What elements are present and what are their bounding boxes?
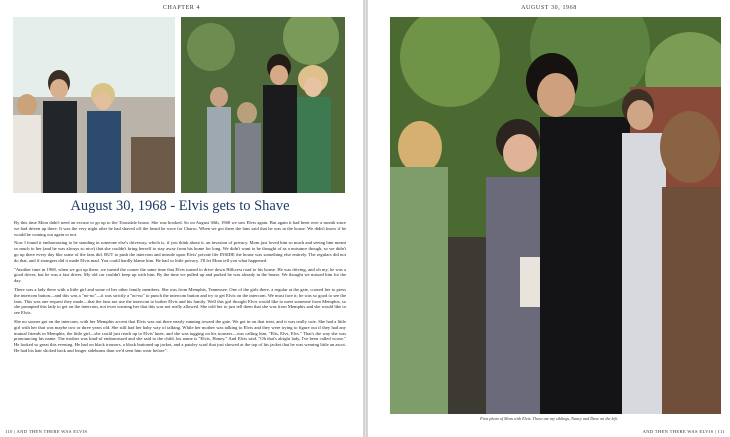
left-page-footer: 110 | AND THEN THERE WAS ELVIS bbox=[5, 429, 88, 434]
right-page-footer: AND THEN THERE WAS ELVIS | 111 bbox=[642, 429, 725, 434]
left-page bbox=[0, 0, 364, 437]
photo-mom-with-elvis-illustration bbox=[390, 17, 721, 414]
right-page bbox=[367, 0, 730, 437]
photo-fans-with-elvis-illustration bbox=[181, 17, 345, 193]
photo-mom-with-elvis bbox=[390, 17, 721, 414]
paragraph: She no sooner got on the intercom, with her Memphis accent that Elvis was out there nearly running toward the gate. We got in on that treat, and it was really cute. She had a little girl with her that was maybe two or three years old. She still had her baby way of talking. While her mother was talking to Elvis and they were trying to figure out if they had any mutual friends in Memphis, the little girl—she could just reach up to Elvis' knee, and she was tugging on his trousers—was calling him, "Elis, Elvs, Elvs." That's the way she was pronouncing his name. The mother was kind-of embarrassed and she said to the child, his name is "Elvis, Honey." And Elvis said, "Oh that's alright lady, I've been called worse." He looked so great this evening. He had on black trousers, a black buttoned up jacket, and a paisley scarf that just showed at the top of his jacket that he was wearing little an ascot. He had his hair slicked back and longer sideburns than we'd seen him wear before". bbox=[14, 318, 346, 353]
photo-family-with-elvis-illustration bbox=[13, 17, 175, 193]
article-body bbox=[14, 220, 346, 357]
paragraph: By this time Mom didn't need an excuse to go up to the Trousdale house. She was hooked. So on August 30th, 1968 we saw Elvis again. But again it had been over a month since we had driven up there. It was the very night after he had shaved off the beard he wore for Charro. When we got there the fans said that he was in the house. We didn't know if he would be coming out again or not. bbox=[14, 220, 346, 237]
left-page-header: CHAPTER 4 bbox=[162, 5, 201, 11]
photo-family-with-elvis bbox=[13, 17, 175, 193]
chapter-section-title: August 30, 1968 - Elvis gets to Shave bbox=[70, 198, 290, 214]
paragraph: There was a lady there with a little girl and some of her other family members. She was from Memphis, Tennessee. One of the girls there, a regular at the gate, coaxed her to press the intercom button—and this was a "no-no"—it was strictly a "no-no" to punch the intercom button and try to get Elvis on the intercom. We must face it; he was so good to see the fans. This was one request they made—that the fans not use the intercom to bother Elvis and his family. Well this girl thought Elvis would like to meet someone from Memphis, so she prompted this lady to get on the intercom, not even warning her that this was not really allowed. She told her to just tell them that she was from Memphis and she would like to see Elvis. bbox=[14, 286, 346, 316]
paragraph: Now I found it embarrassing to be standing in someone else's driveway, which is, if you think about it, an invasion of privacy. Mom just loved him so much and seeing him meant so much to her (and he was always so nice) that she couldn't bring herself to stay away from his home for long. We didn't want to be thought of as a nuisance though, so we didn't go up there every day like some of the fans did. BUT to push the intercom and intrude upon Elvis' private life INSIDE the house was something else entirely. The regulars did not do that, and if strangers did it made Elvis mad. You could hardly blame him. He had so little privacy. I'll let Mom tell you what happened. bbox=[14, 240, 346, 263]
photo-fans-with-elvis bbox=[181, 17, 345, 193]
photo-caption: First photo of Mom with Elvis. Those are my siblings, Nancy and Dave on the left. bbox=[480, 416, 618, 421]
right-page-header: AUGUST 30, 1968 bbox=[521, 5, 577, 11]
paragraph: "Another time in 1968, when we got up there, we turned the corner the same time that Elvis turned to drive down Hillcrest road to his house. He was driving, and oh my, he was a good driver, but he was a fast driver. My old car couldn't keep up with him. By the time we pulled up and parked he was already in the house. We thought we missed him for the day. bbox=[14, 266, 346, 284]
